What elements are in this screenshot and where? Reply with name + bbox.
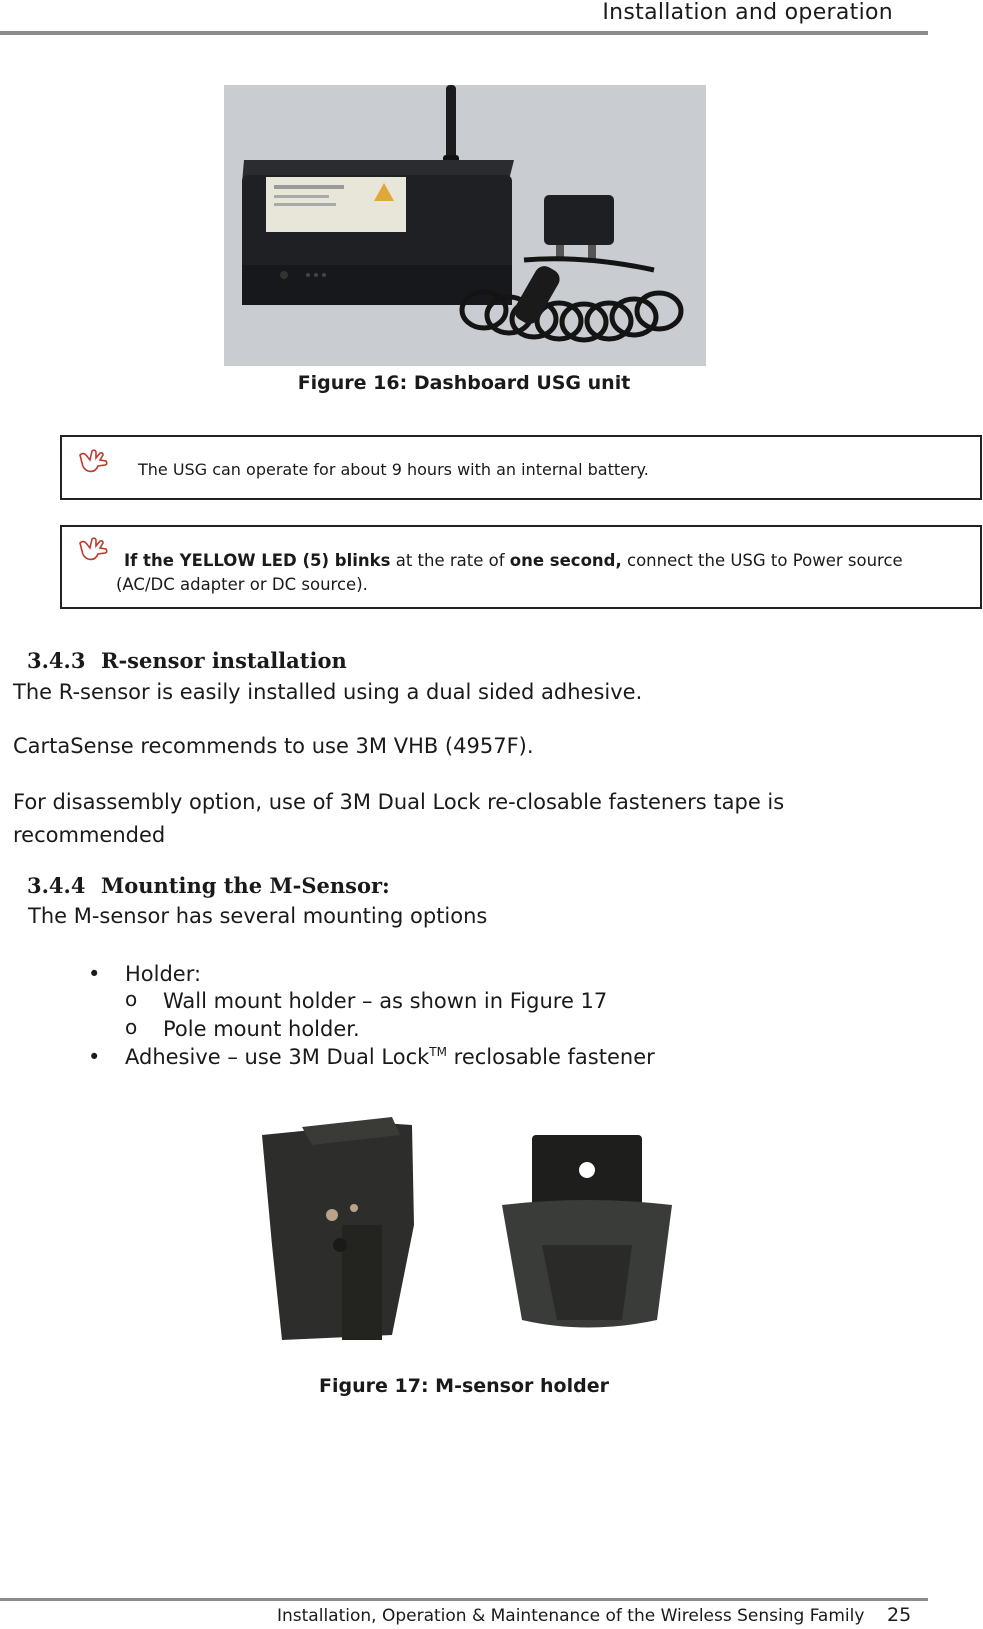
running-header: Installation and operation	[602, 0, 893, 25]
bullet-adhesive	[125, 1045, 655, 1069]
bullet-glyph: •	[88, 962, 101, 986]
section-title: R-sensor installation	[101, 648, 347, 673]
header-rule	[0, 31, 928, 35]
paragraph: CartaSense recommends to use 3M VHB (4957F).	[13, 734, 534, 758]
m-sensor-holder-photo	[242, 1105, 690, 1350]
section-title: Mounting the M-Sensor:	[101, 873, 390, 898]
m-sensor-holder-illustration	[242, 1105, 690, 1350]
figure-17-caption: Figure 17: M-sensor holder	[319, 1375, 609, 1397]
note-text-segment: at the rate of	[390, 551, 510, 570]
note-battery	[60, 435, 982, 500]
trademark-superscript: TM	[429, 1045, 447, 1059]
note-text-segment: connect the USG to Power source (AC/DC adapter or DC source).	[116, 551, 903, 594]
section-3-4-4-heading	[27, 873, 390, 898]
bullet-text: Adhesive – use 3M Dual Lock	[125, 1045, 430, 1069]
paragraph: For disassembly option, use of 3M Dual Lock re-closable fasteners tape is recommended	[13, 790, 785, 847]
note-battery-text: The USG can operate for about 9 hours with an internal battery.	[138, 460, 649, 479]
note-yellow-led	[60, 525, 982, 609]
paragraph: The R-sensor is easily installed using a dual sided adhesive.	[13, 680, 643, 704]
note-yellow-led-text	[116, 549, 966, 597]
hand-pointing-icon	[78, 537, 108, 563]
usg-unit-photo	[224, 85, 706, 366]
led-blink-emphasis: If the YELLOW LED (5) blinks	[124, 551, 391, 570]
bullet-text: reclosable fastener	[446, 1045, 655, 1069]
sub-bullet-glyph: o	[125, 987, 138, 1011]
sub-bullet-pole-mount: Pole mount holder.	[163, 1017, 360, 1041]
section-number: 3.4.4	[27, 873, 86, 898]
bullet-holder: Holder:	[125, 962, 202, 986]
paragraph: The M-sensor has several mounting options	[28, 904, 488, 928]
footer-text: Installation, Operation & Maintenance of the Wireless Sensing Family	[277, 1606, 865, 1626]
page-number: 25	[887, 1604, 912, 1626]
hand-pointing-icon	[78, 449, 108, 475]
bullet-glyph: •	[88, 1045, 101, 1069]
footer-rule	[0, 1598, 928, 1601]
figure-16-caption: Figure 16: Dashboard USG unit	[297, 372, 631, 394]
sub-bullet-glyph: o	[125, 1015, 138, 1039]
usg-unit-illustration	[224, 85, 706, 366]
sub-bullet-wall-mount: Wall mount holder – as shown in Figure 17	[163, 989, 608, 1013]
one-second-emphasis: one second,	[509, 551, 622, 570]
section-3-4-3-heading	[27, 648, 347, 673]
section-number: 3.4.3	[27, 648, 86, 673]
